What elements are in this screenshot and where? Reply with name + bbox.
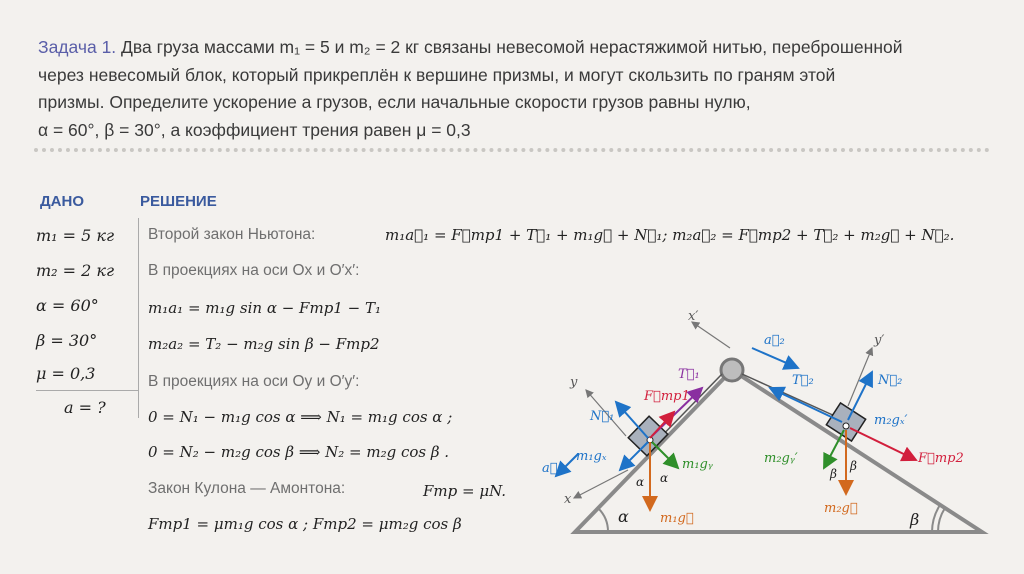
block-2-center — [843, 423, 849, 429]
given-alpha: α = 60° — [36, 296, 99, 315]
angle-beta-label: β — [910, 510, 920, 529]
label-m2gx: m₂gₓ′ — [874, 413, 908, 428]
equation-x1: m₁a₁ = m₁g sin α − Fтр1 − T₁ — [148, 299, 381, 317]
projection-x-label: В проекциях на оси Ox и O′x′: — [148, 262, 360, 279]
problem-text-1: Два груза массами m₁ = 5 и m₂ = 2 кг связаны невесомой нерастяжимой нитью, переброшенной — [121, 37, 903, 57]
prism-diagram — [520, 300, 1004, 550]
alpha-angle-arc — [598, 508, 608, 532]
label-Ftr2: F⃗тр2 — [918, 451, 964, 466]
block-2-beta-2: β — [850, 459, 857, 473]
equation-x2: m₂a₂ = T₂ − m₂g sin β − Fтр2 — [148, 335, 380, 353]
angle-alpha-label: α — [618, 507, 629, 526]
solution-header: РЕШЕНИЕ — [140, 193, 217, 210]
pulley — [721, 359, 743, 381]
equation-y1: 0 = N₁ − m₁g cos α ⟹ N₁ = m₁g cos α ; — [148, 408, 453, 426]
dotted-divider — [34, 148, 990, 152]
given-beta: β = 30° — [36, 331, 98, 350]
coulomb-label: Закон Кулона — Амонтона: — [148, 480, 346, 497]
label-N1: N⃗₁ — [590, 409, 615, 424]
label-T1: T⃗₁ — [678, 367, 700, 382]
axis-y-prime-label: y′ — [874, 333, 885, 348]
accel-a2 — [752, 348, 798, 368]
problem-line-3: призмы. Определите ускорение a грузов, если начальные скорости грузов равны нулю, — [38, 92, 751, 112]
newton-label: Второй закон Ньютона: — [148, 226, 316, 243]
block-1-alpha-2: α — [660, 471, 669, 485]
given-find: a = ? — [64, 398, 106, 417]
label-m1gy: m₁gᵧ — [682, 457, 713, 472]
given-header: ДАНО — [40, 193, 85, 210]
problem-line-2: через невесомый блок, который прикреплён к вершине призмы, и могут скользить по граням этой — [38, 64, 836, 85]
label-a2: a⃗₂ — [764, 333, 785, 348]
block-1-alpha-1: α — [636, 475, 645, 489]
axis-y-label: y — [570, 375, 578, 390]
beta-angle-arc — [938, 508, 945, 532]
axis-x-label: x — [564, 492, 572, 507]
label-m2g: m₂g⃗ — [824, 501, 858, 516]
given-m2: m₂ = 2 кг — [36, 261, 115, 280]
label-Ftr1: F⃗тр1 — [644, 389, 690, 404]
axis-x-prime-label: x′ — [688, 309, 699, 324]
label-N2: N⃗₂ — [878, 373, 903, 388]
label-m2gy: m₂gᵧ′ — [764, 451, 798, 466]
given-separator-vertical — [138, 218, 139, 418]
given-m1: m₁ = 5 кг — [36, 226, 115, 245]
coulomb-equation: Fтр = μN. — [423, 482, 507, 500]
label-m1gx: m₁gₓ — [576, 449, 607, 464]
label-T2: T⃗₂ — [792, 373, 814, 388]
force-m1gy — [652, 442, 678, 468]
force-N1 — [616, 402, 648, 438]
given-mu: μ = 0,3 — [36, 364, 96, 383]
given-separator-horizontal — [36, 390, 138, 391]
axis-x-prime — [692, 322, 730, 348]
friction-equation: Fтр1 = μm₁g cos α ; Fтр2 = μm₂g cos β — [148, 515, 462, 533]
label-m1g: m₁g⃗ — [660, 511, 694, 526]
problem-line-4: α = 60°, β = 30°, а коэффициент трения равен μ = 0,3 — [38, 119, 471, 140]
problem-label: Задача 1. — [38, 37, 117, 57]
newton-equation: m₁a⃗₁ = F⃗тр1 + T⃗₁ + m₁g⃗ + N⃗₁; m₂a⃗₂ = F⃗тр2 + T⃗₂ + m₂g⃗ + N⃗₂. — [385, 226, 955, 244]
block-2-beta-1: β — [830, 467, 837, 481]
force-m1gx — [620, 442, 648, 470]
problem-statement — [38, 34, 988, 144]
projection-y-label: В проекциях на оси Oy и O′y′: — [148, 373, 360, 390]
label-a1: a⃗₁ — [542, 461, 563, 476]
problem-line-1 — [38, 34, 988, 62]
equation-y2: 0 = N₂ − m₂g cos β ⟹ N₂ = m₂g cos β . — [148, 443, 450, 461]
